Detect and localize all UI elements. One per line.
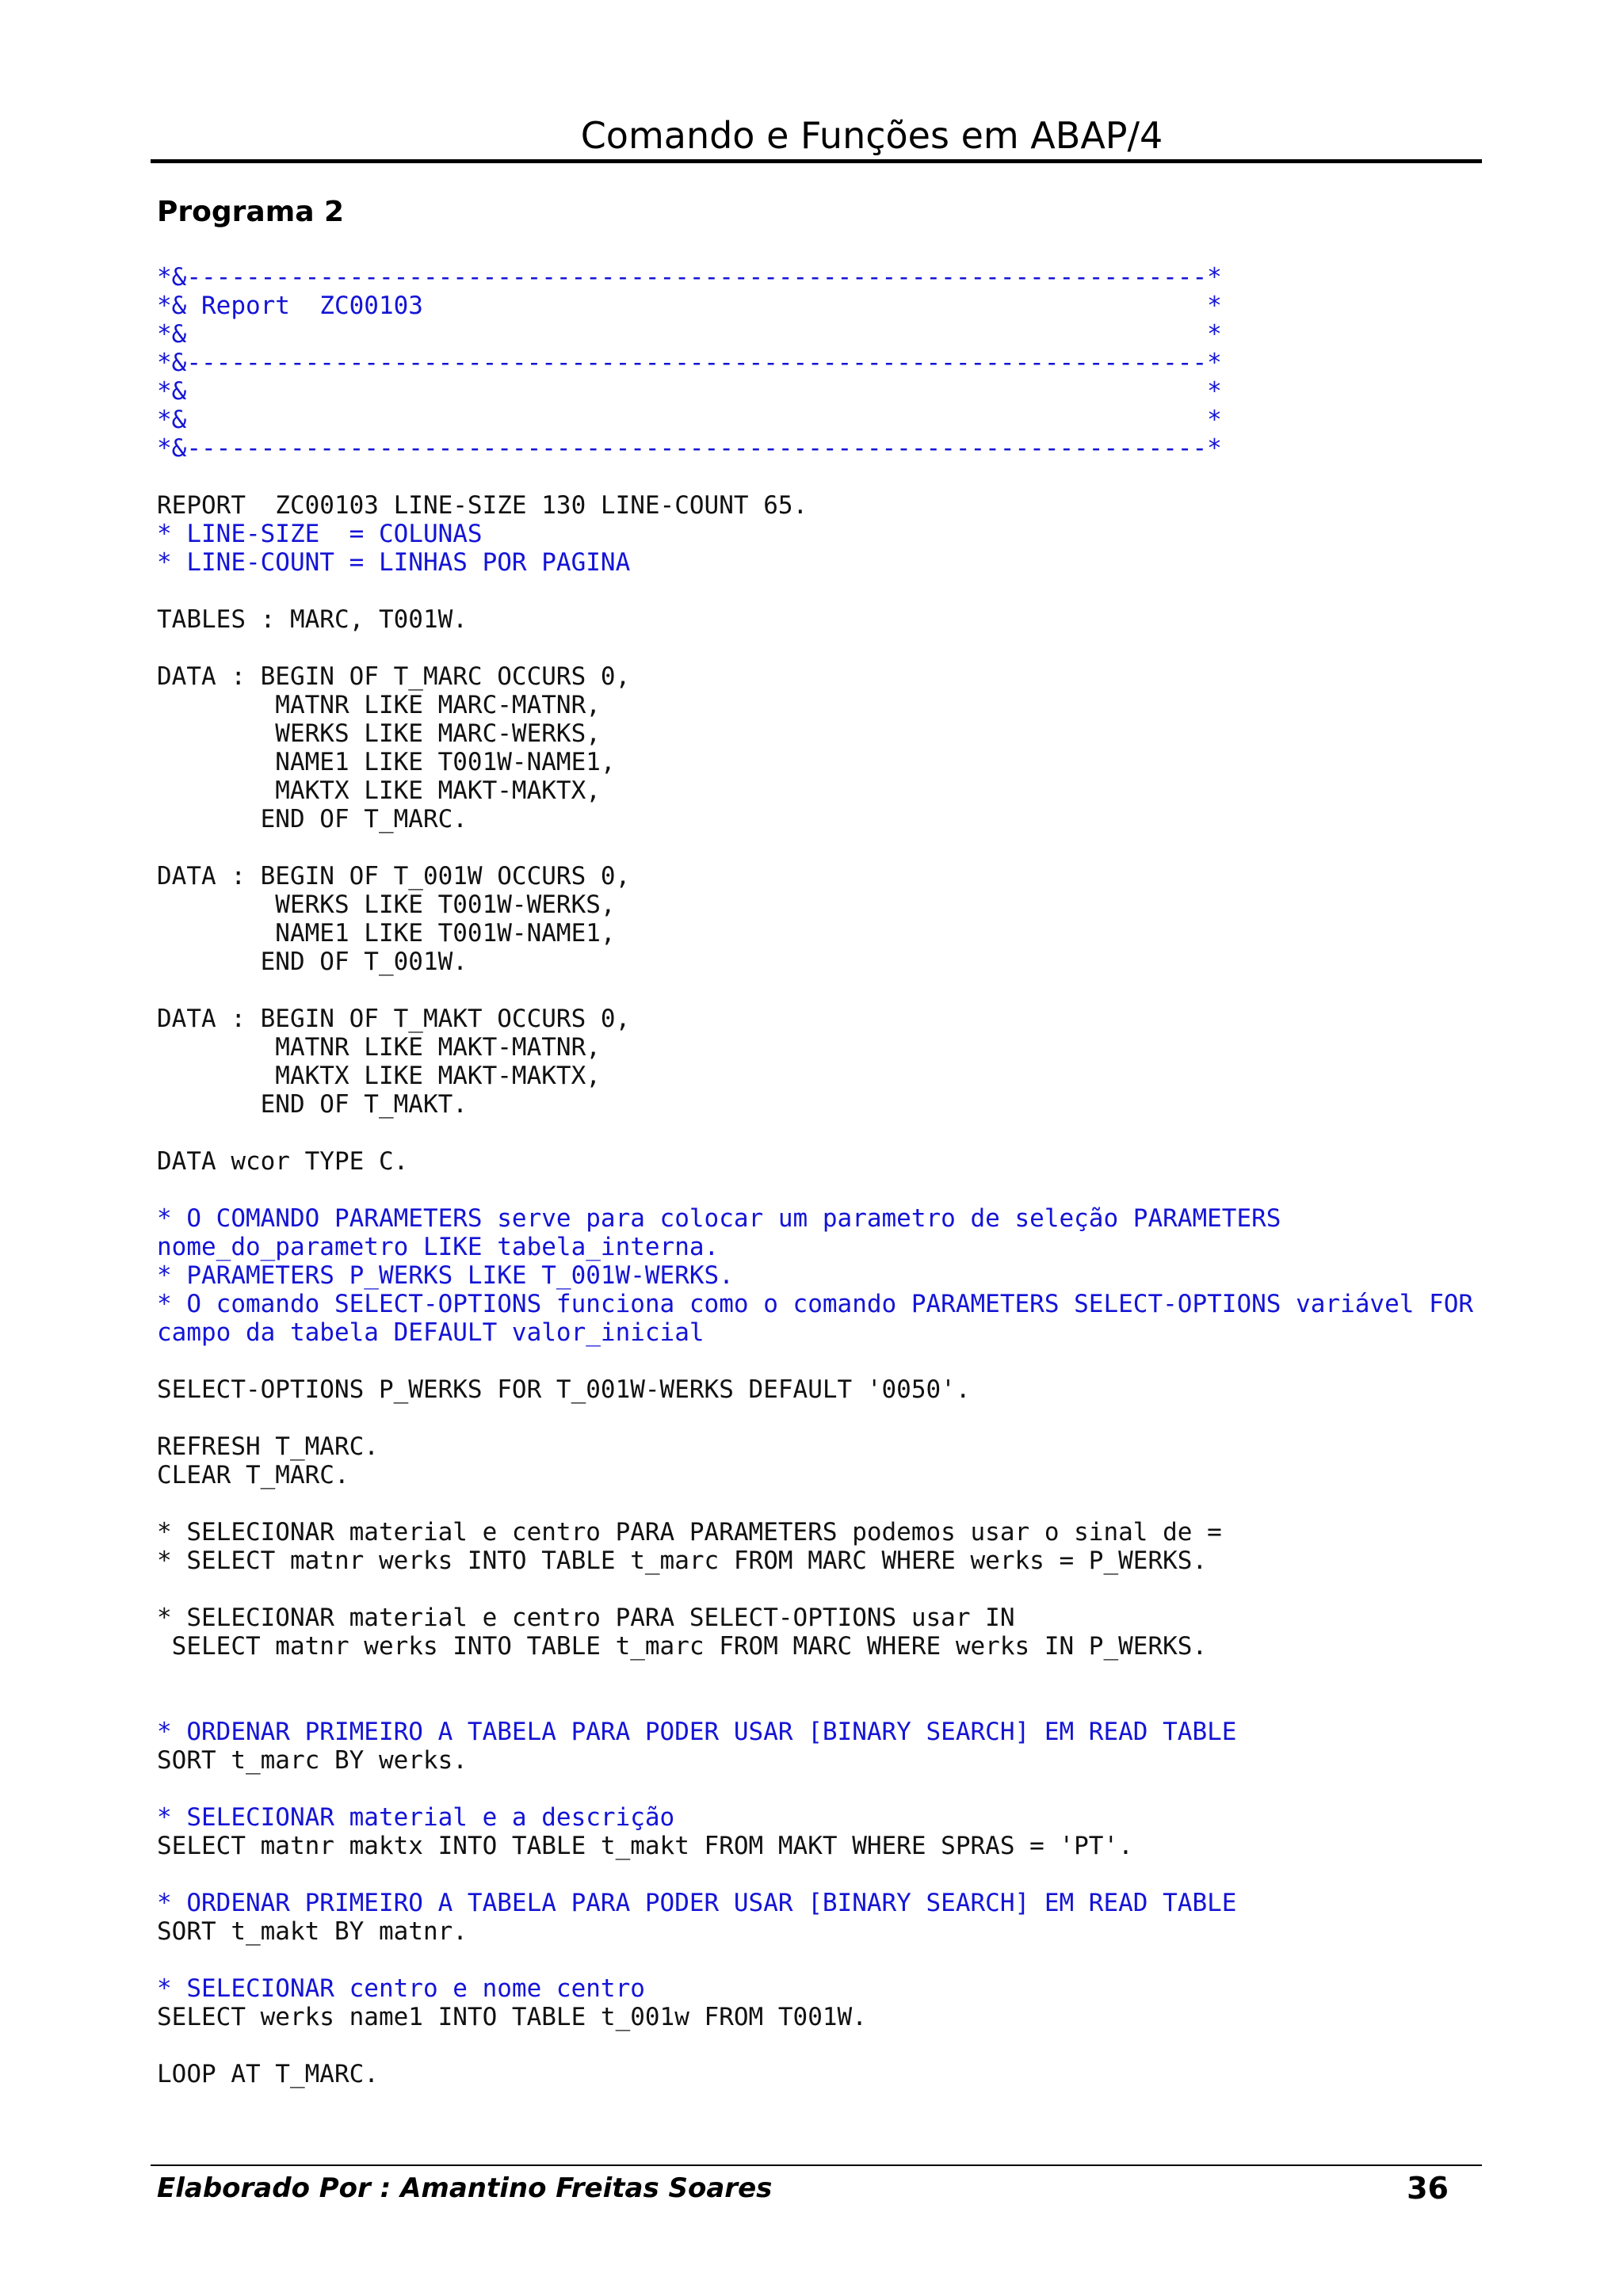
code-line: NAME1 LIKE T001W-NAME1, xyxy=(157,919,616,948)
footer-divider xyxy=(151,2164,1482,2166)
code-comment-line: nome_do_parametro LIKE tabela_interna. xyxy=(157,1233,720,1261)
code-line xyxy=(157,1347,1472,1375)
code-comment-line: campo da tabela DEFAULT valor_inicial xyxy=(157,1318,705,1347)
code-line xyxy=(157,463,1472,491)
code-listing xyxy=(157,263,1472,2088)
code-line: MAKTX LIKE MAKT-MAKTX, xyxy=(157,1062,601,1090)
code-line: REPORT ZC00103 LINE-SIZE 130 LINE-COUNT 65. xyxy=(157,491,808,520)
code-line: DATA : BEGIN OF T_MAKT OCCURS 0, xyxy=(157,1005,631,1033)
code-line: SORT t_makt BY matnr. xyxy=(157,1917,468,1946)
code-comment-line: * LINE-SIZE = COLUNAS xyxy=(157,520,483,548)
code-line: DATA : BEGIN OF T_001W OCCURS 0, xyxy=(157,862,631,891)
code-comment-line: *&---------------------------------------------------------------------* xyxy=(157,349,1222,377)
code-line: DATA : BEGIN OF T_MARC OCCURS 0, xyxy=(157,662,631,691)
code-line: LOOP AT T_MARC. xyxy=(157,2060,379,2088)
code-line: * SELECIONAR material e centro PARA PARAMETERS podemos usar o sinal de = xyxy=(157,1518,1222,1547)
code-line xyxy=(157,1661,1472,1689)
code-line: SELECT matnr werks INTO TABLE t_marc FROM MARC WHERE werks IN P_WERKS. xyxy=(157,1632,1208,1661)
code-line: DATA wcor TYPE C. xyxy=(157,1147,409,1176)
code-comment-line: * LINE-COUNT = LINHAS POR PAGINA xyxy=(157,548,631,577)
code-line xyxy=(157,1176,1472,1204)
code-comment-line: *& * xyxy=(157,406,1222,434)
code-line: REFRESH T_MARC. xyxy=(157,1432,379,1461)
code-line: SELECT-OPTIONS P_WERKS FOR T_001W-WERKS DEFAULT '0050'. xyxy=(157,1375,971,1404)
code-line xyxy=(157,1489,1472,1518)
code-line: MAKTX LIKE MAKT-MAKTX, xyxy=(157,776,601,805)
code-line: WERKS LIKE MARC-WERKS, xyxy=(157,719,601,748)
code-comment-line: * O comando SELECT-OPTIONS funciona como o comando PARAMETERS SELECT-OPTIONS variável FOR xyxy=(157,1290,1474,1318)
code-line: WERKS LIKE T001W-WERKS, xyxy=(157,891,616,919)
code-line: END OF T_MAKT. xyxy=(157,1090,468,1119)
code-comment-line: *&---------------------------------------------------------------------* xyxy=(157,263,1222,292)
code-line: SELECT werks name1 INTO TABLE t_001w FROM T001W. xyxy=(157,2003,867,2031)
code-comment-line: *&---------------------------------------------------------------------* xyxy=(157,434,1222,463)
code-line: MATNR LIKE MARC-MATNR, xyxy=(157,691,601,719)
code-comment-line: * SELECIONAR centro e nome centro xyxy=(157,1974,645,2003)
code-line: NAME1 LIKE T001W-NAME1, xyxy=(157,748,616,776)
code-line: * SELECT matnr werks INTO TABLE t_marc FROM MARC WHERE werks = P_WERKS. xyxy=(157,1547,1208,1575)
page-header-title: Comando e Funções em ABAP/4 xyxy=(580,114,1163,157)
code-line: END OF T_001W. xyxy=(157,948,468,976)
code-comment-line: * SELECIONAR material e a descrição xyxy=(157,1803,675,1832)
code-line: SORT t_marc BY werks. xyxy=(157,1746,468,1775)
code-line: MATNR LIKE MAKT-MATNR, xyxy=(157,1033,601,1062)
code-line xyxy=(157,577,1472,605)
code-line xyxy=(157,976,1472,1005)
code-comment-line: *& * xyxy=(157,377,1222,406)
code-line xyxy=(157,2031,1472,2060)
code-comment-line: * PARAMETERS P_WERKS LIKE T_001W-WERKS. xyxy=(157,1261,734,1290)
code-comment-line: *& * xyxy=(157,320,1222,349)
code-comment-line: * ORDENAR PRIMEIRO A TABELA PARA PODER USAR [BINARY SEARCH] EM READ TABLE xyxy=(157,1889,1237,1917)
footer-author: Elaborado Por : Amantino Freitas Soares xyxy=(157,2172,773,2204)
code-line: * SELECIONAR material e centro PARA SELECT-OPTIONS usar IN xyxy=(157,1604,1015,1632)
code-line xyxy=(157,1689,1472,1718)
code-line xyxy=(157,1575,1472,1604)
code-line: END OF T_MARC. xyxy=(157,805,468,833)
code-line: CLEAR T_MARC. xyxy=(157,1461,349,1489)
section-title: Programa 2 xyxy=(157,196,345,228)
code-line: SELECT matnr maktx INTO TABLE t_makt FROM MAKT WHERE SPRAS = 'PT'. xyxy=(157,1832,1133,1860)
code-comment-line: *& Report ZC00103 * xyxy=(157,292,1222,320)
code-line xyxy=(157,634,1472,662)
code-line xyxy=(157,1404,1472,1432)
code-line xyxy=(157,1946,1472,1974)
code-line: TABLES : MARC, T001W. xyxy=(157,605,468,634)
code-comment-line: * ORDENAR PRIMEIRO A TABELA PARA PODER USAR [BINARY SEARCH] EM READ TABLE xyxy=(157,1718,1237,1746)
code-line xyxy=(157,1775,1472,1803)
page-number: 36 xyxy=(1407,2171,1449,2206)
code-line xyxy=(157,833,1472,862)
header-divider xyxy=(151,159,1482,163)
code-comment-line: * O COMANDO PARAMETERS serve para colocar um parametro de seleção PARAMETERS xyxy=(157,1204,1281,1233)
code-line xyxy=(157,1860,1472,1889)
code-line xyxy=(157,1119,1472,1147)
